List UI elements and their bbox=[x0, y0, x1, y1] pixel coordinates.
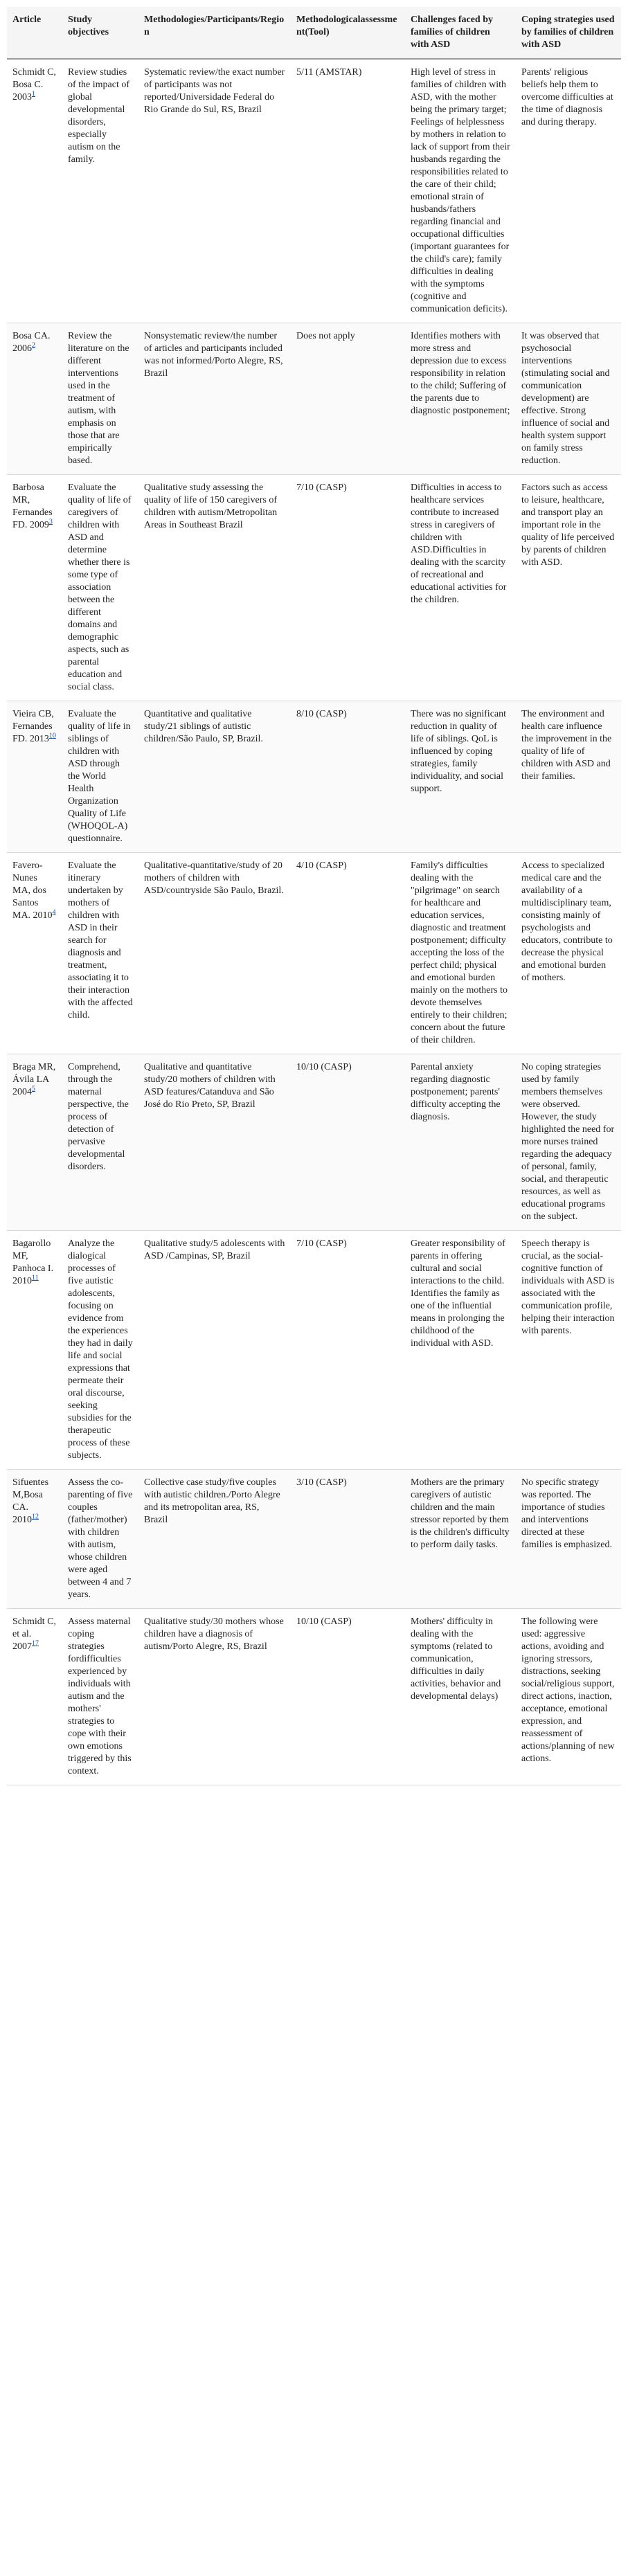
cell-challenges: Family's difficulties dealing with the "pilgrimage" on search for healthcare and education services, diagnostic and treatment postponement; difficulty accepting the loss of the perfect child; physical and emotional burden mainly on the mothers to devote themselves entirely to their children; concern about the future of their children. bbox=[405, 853, 516, 1054]
cell-challenges: High level of stress in families of children with ASD, with the mother being the primary target; Feelings of helplessness by mothers in relation to lack of support from their husbands regarding the responsibilities related to the care of their child; emotional strain of husbands/fathers regarding financial and occupational difficulties (important guarantees for the child's care); family difficulties in dealing with the symptoms (cognitive and communication deficits). bbox=[405, 59, 516, 323]
cell-methods: Quantitative and qualitative study/21 siblings of autistic children/São Paulo, SP, Brazil. bbox=[138, 701, 291, 853]
article-citation: Sifuentes M,Bosa CA. 2010 bbox=[12, 1477, 49, 1525]
table-body bbox=[7, 59, 621, 1785]
cell-article bbox=[7, 59, 62, 323]
reference-link[interactable]: 12 bbox=[32, 1513, 39, 1521]
cell-coping: The following were used: aggressive actions, avoiding and ignoring stressors, distractions, seeking social/religious support, direct actions, inaction, acceptance, emotional expression, and reassessment of actions/planning of new actions. bbox=[516, 1609, 621, 1785]
cell-challenges: Parental anxiety regarding diagnostic postponement; parents' difficulty accepting the diagnosis. bbox=[405, 1054, 516, 1231]
reference-link[interactable]: 17 bbox=[32, 1639, 39, 1648]
cell-assessment: 7/10 (CASP) bbox=[291, 475, 405, 701]
cell-article bbox=[7, 853, 62, 1054]
article-citation: Barbosa MR, Fernandes FD. 2009 bbox=[12, 483, 53, 530]
cell-objectives: Evaluate the quality of life in siblings of children with ASD through the World Health Organization Quality of Life (WHOQOL-A) questionnaire. bbox=[62, 701, 138, 853]
ASD-studies-table bbox=[7, 7, 621, 1785]
cell-article bbox=[7, 701, 62, 853]
header-objectives: Study objectives bbox=[62, 7, 138, 59]
cell-objectives: Review studies of the impact of global developmental disorders, especially autism on the family. bbox=[62, 59, 138, 323]
table-row bbox=[7, 475, 621, 701]
header-row bbox=[7, 7, 621, 59]
cell-assessment: 10/10 (CASP) bbox=[291, 1609, 405, 1785]
reference-link[interactable]: 4 bbox=[52, 908, 56, 917]
article-citation: Schmidt C, Bosa C. 2003 bbox=[12, 67, 57, 102]
table-row bbox=[7, 701, 621, 853]
cell-coping: Speech therapy is crucial, as the social-cognitive function of individuals with ASD is associated with the communication profile, helping their interaction with parents. bbox=[516, 1231, 621, 1470]
cell-methods: Nonsystematic review/the number of articles and participants included was not informed/Porto Alegre, RS, Brazil bbox=[138, 323, 291, 475]
document-page bbox=[7, 7, 621, 1785]
cell-methods: Qualitative study/5 adolescents with ASD /Campinas, SP, Brazil bbox=[138, 1231, 291, 1470]
article-citation: Vieira CB, Fernandes FD. 2013 bbox=[12, 709, 54, 744]
cell-objectives: Assess maternal coping strategies fordifficulties experienced by individuals with autism and the mothers' strategies to cope with their own emotions triggered by this context. bbox=[62, 1609, 138, 1785]
article-citation: Bosa CA. 2006 bbox=[12, 331, 51, 354]
cell-coping: Factors such as access to leisure, healthcare, and transport play an important role in the quality of life perceived by parents of children with ASD. bbox=[516, 475, 621, 701]
cell-article bbox=[7, 1609, 62, 1785]
reference-link[interactable]: 10 bbox=[48, 732, 56, 740]
cell-challenges: Greater responsibility of parents in offering cultural and social interactions to the child. Identifies the family as one of the influential means in prolonging the childhood of the individual with ASD. bbox=[405, 1231, 516, 1470]
cell-objectives: Analyze the dialogical processes of five autistic adolescents, focusing on evidence from the experiences they had in daily life and social expressions that permeate their oral discourse, seeking subsidies for the therapeutic process of these subjects. bbox=[62, 1231, 138, 1470]
cell-methods: Systematic review/the exact number of participants was not reported/Universidade Federal do Rio Grande do Sul, RS, Brazil bbox=[138, 59, 291, 323]
header-methods: Methodologies/Participants/Region bbox=[138, 7, 291, 59]
cell-challenges: Identifies mothers with more stress and depression due to excess responsibility in relation to the child; Suffering of the parents due to diagnostic postponement; bbox=[405, 323, 516, 475]
cell-objectives: Evaluate the itinerary undertaken by mothers of children with ASD in their search for diagnosis and treatment, associating it to their interaction with the affected child. bbox=[62, 853, 138, 1054]
cell-coping: Parents' religious beliefs help them to overcome difficulties at the time of diagnosis and during therapy. bbox=[516, 59, 621, 323]
cell-coping: The environment and health care influence the improvement in the quality of life of children with ASD and their families. bbox=[516, 701, 621, 853]
reference-link[interactable]: 3 bbox=[48, 518, 53, 526]
header-challenges: Challenges faced by families of children with ASD bbox=[405, 7, 516, 59]
cell-assessment: 10/10 (CASP) bbox=[291, 1054, 405, 1231]
cell-methods: Qualitative and quantitative study/20 mothers of children with ASD features/Catanduva and São José do Rio Preto, SP, Brazil bbox=[138, 1054, 291, 1231]
cell-challenges: Mothers are the primary caregivers of autistic children and the main stressor reported by them is the children's difficulty to perform daily tasks. bbox=[405, 1470, 516, 1609]
table-row bbox=[7, 323, 621, 475]
table-row bbox=[7, 1470, 621, 1609]
cell-assessment: 8/10 (CASP) bbox=[291, 701, 405, 853]
cell-assessment: 7/10 (CASP) bbox=[291, 1231, 405, 1470]
cell-objectives: Evaluate the quality of life of caregivers of children with ASD and determine whether there is some type of association between the different domains and demographic aspects, such as parental education and social class. bbox=[62, 475, 138, 701]
cell-assessment: 4/10 (CASP) bbox=[291, 853, 405, 1054]
cell-assessment: 3/10 (CASP) bbox=[291, 1470, 405, 1609]
table-row bbox=[7, 1609, 621, 1785]
article-citation: Braga MR, Ávila LA 2004 bbox=[12, 1062, 56, 1097]
cell-methods: Qualitative-quantitative/study of 20 mothers of children with ASD/countryside São Paulo, Brazil. bbox=[138, 853, 291, 1054]
article-citation: Favero-Nunes MA, dos Santos MA. 2010 bbox=[12, 861, 53, 921]
reference-link[interactable]: 5 bbox=[32, 1085, 35, 1093]
cell-coping: No specific strategy was reported. The importance of studies and interventions directed at these families is emphasized. bbox=[516, 1470, 621, 1609]
cell-coping: No coping strategies used by family members themselves were observed. However, the study highlighted the need for more nurses trained regarding the adequacy of personal, family, social, and therapeutic resources, as well as educational programs on the subject. bbox=[516, 1054, 621, 1231]
cell-methods: Qualitative study/30 mothers whose children have a diagnosis of autism/Porto Alegre, RS, Brazil bbox=[138, 1609, 291, 1785]
table-row bbox=[7, 59, 621, 323]
header-coping: Coping strategies used by families of children with ASD bbox=[516, 7, 621, 59]
table-row bbox=[7, 853, 621, 1054]
cell-coping: Access to specialized medical care and the availability of a multidisciplinary team, consisting mainly of psychologists and educators, contribute to decrease the physical and emotional burden of mothers. bbox=[516, 853, 621, 1054]
cell-article bbox=[7, 323, 62, 475]
article-citation: Schmidt C, et al. 2007 bbox=[12, 1616, 57, 1652]
article-citation: Bagarollo MF, Panhoca I. 2010 bbox=[12, 1239, 54, 1286]
cell-challenges: Mothers' difficulty in dealing with the symptoms (related to communication, difficulties in daily activities, behavior and developmental delays) bbox=[405, 1609, 516, 1785]
cell-objectives: Review the literature on the different interventions used in the treatment of autism, with emphasis on those that are empirically based. bbox=[62, 323, 138, 475]
cell-challenges: There was no significant reduction in quality of life of siblings. QoL is influenced by coping strategies, family individuality, and social support. bbox=[405, 701, 516, 853]
cell-assessment: Does not apply bbox=[291, 323, 405, 475]
cell-coping: It was observed that psychosocial interventions (stimulating social and communication development) are effective. Strong influence of social and health system support on family stress reduction. bbox=[516, 323, 621, 475]
header-assessment: Methodologicalassessment(Tool) bbox=[291, 7, 405, 59]
reference-link[interactable]: 2 bbox=[32, 341, 35, 350]
cell-assessment: 5/11 (AMSTAR) bbox=[291, 59, 405, 323]
cell-article bbox=[7, 1470, 62, 1609]
header-article: Article bbox=[7, 7, 62, 59]
cell-article bbox=[7, 475, 62, 701]
reference-link[interactable]: 11 bbox=[32, 1274, 39, 1282]
cell-article bbox=[7, 1231, 62, 1470]
reference-link[interactable]: 1 bbox=[32, 90, 35, 98]
table-header bbox=[7, 7, 621, 59]
table-row bbox=[7, 1231, 621, 1470]
cell-article bbox=[7, 1054, 62, 1231]
cell-methods: Collective case study/five couples with autistic children./Porto Alegre and its metropolitan area, RS, Brazil bbox=[138, 1470, 291, 1609]
cell-objectives: Comprehend, through the maternal perspective, the process of detection of pervasive developmental disorders. bbox=[62, 1054, 138, 1231]
table-row bbox=[7, 1054, 621, 1231]
cell-methods: Qualitative study assessing the quality of life of 150 caregivers of children with autism/Metropolitan Areas in Southeast Brazil bbox=[138, 475, 291, 701]
cell-challenges: Difficulties in access to healthcare services contribute to increased stress in caregivers of children with ASD.Difficulties in dealing with the scarcity of recreational and educational activities for the children. bbox=[405, 475, 516, 701]
cell-objectives: Assess the co-parenting of five couples (father/mother) with children with autism, whose children were aged between 4 and 7 years. bbox=[62, 1470, 138, 1609]
